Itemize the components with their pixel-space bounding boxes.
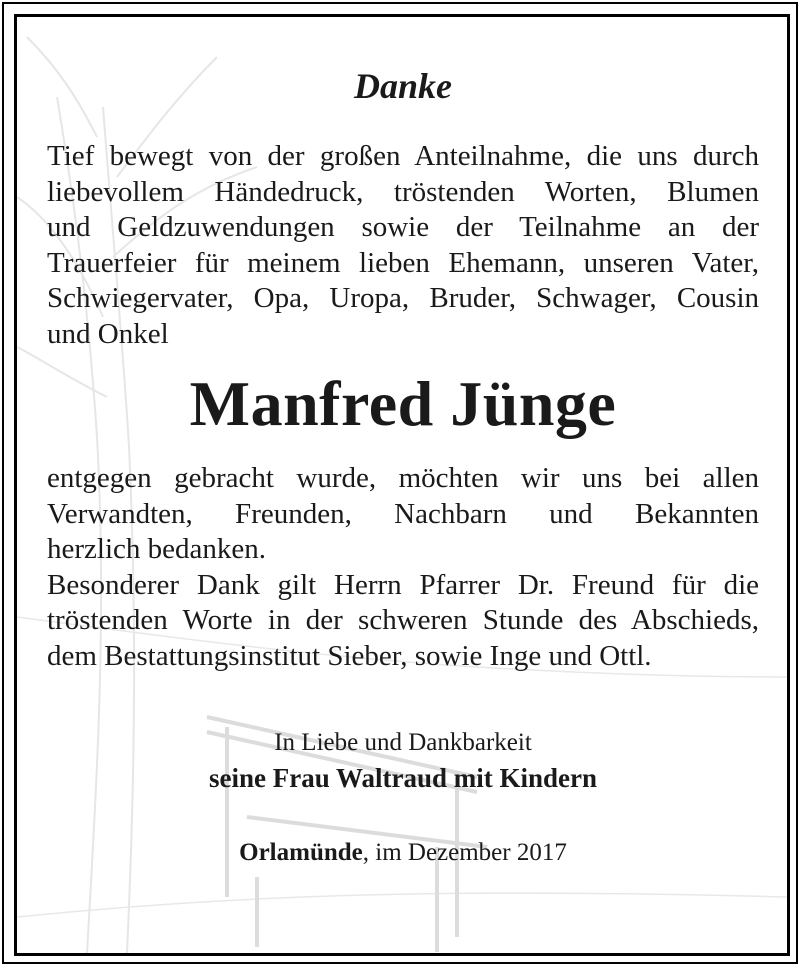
thanks-paragraph [47, 461, 759, 674]
special-thanks-line: dem Bestattungsinstitut Sieber, sowie Inge und Ottl. [47, 639, 652, 672]
closing-greeting: In Liebe und Dankbarkeit [274, 729, 532, 756]
intro-line: Schwiegervater, Opa, Uropa, Bruder, Schwager, Cousin [47, 282, 759, 314]
thanks-line: herzlich bedanken. [47, 533, 267, 565]
intro-line: Trauerfeier für meinem lieben Ehemann, unseren Vater, [47, 246, 759, 279]
notice-title: Danke [354, 66, 452, 106]
closing-place-date [47, 839, 759, 867]
intro-line: und Geldzuwendungen sowie der Teilnahme an der [47, 211, 759, 243]
deceased-name: Manfred Jünge [189, 368, 617, 439]
closing-signature: seine Frau Waltraud mit Kindern [208, 763, 598, 793]
intro-paragraph [47, 139, 759, 352]
notice-outer-frame [2, 2, 798, 964]
intro-line: liebevollem Händedruck, tröstenden Worten, Blumen [47, 175, 759, 208]
intro-line: Tief bewegt von der großen Anteilnahme, die uns durch [47, 140, 759, 172]
thanks-line: Verwandten, Freunden, Nachbarn und Bekannten [47, 497, 759, 530]
thanks-line: entgegen gebracht wurde, möchten wir uns bei allen [47, 462, 759, 494]
special-thanks-line: Besonderer Dank gilt Herrn Pfarrer Dr. Freund für die [47, 568, 759, 601]
closing-date: , im Dezember 2017 [362, 839, 567, 866]
intro-line: und Onkel [47, 317, 169, 350]
special-thanks-line: tröstenden Worte in der schweren Stunde des Abschieds, [47, 604, 759, 636]
closing-place: Orlamünde [239, 839, 363, 866]
notice-inner-frame [14, 14, 790, 956]
